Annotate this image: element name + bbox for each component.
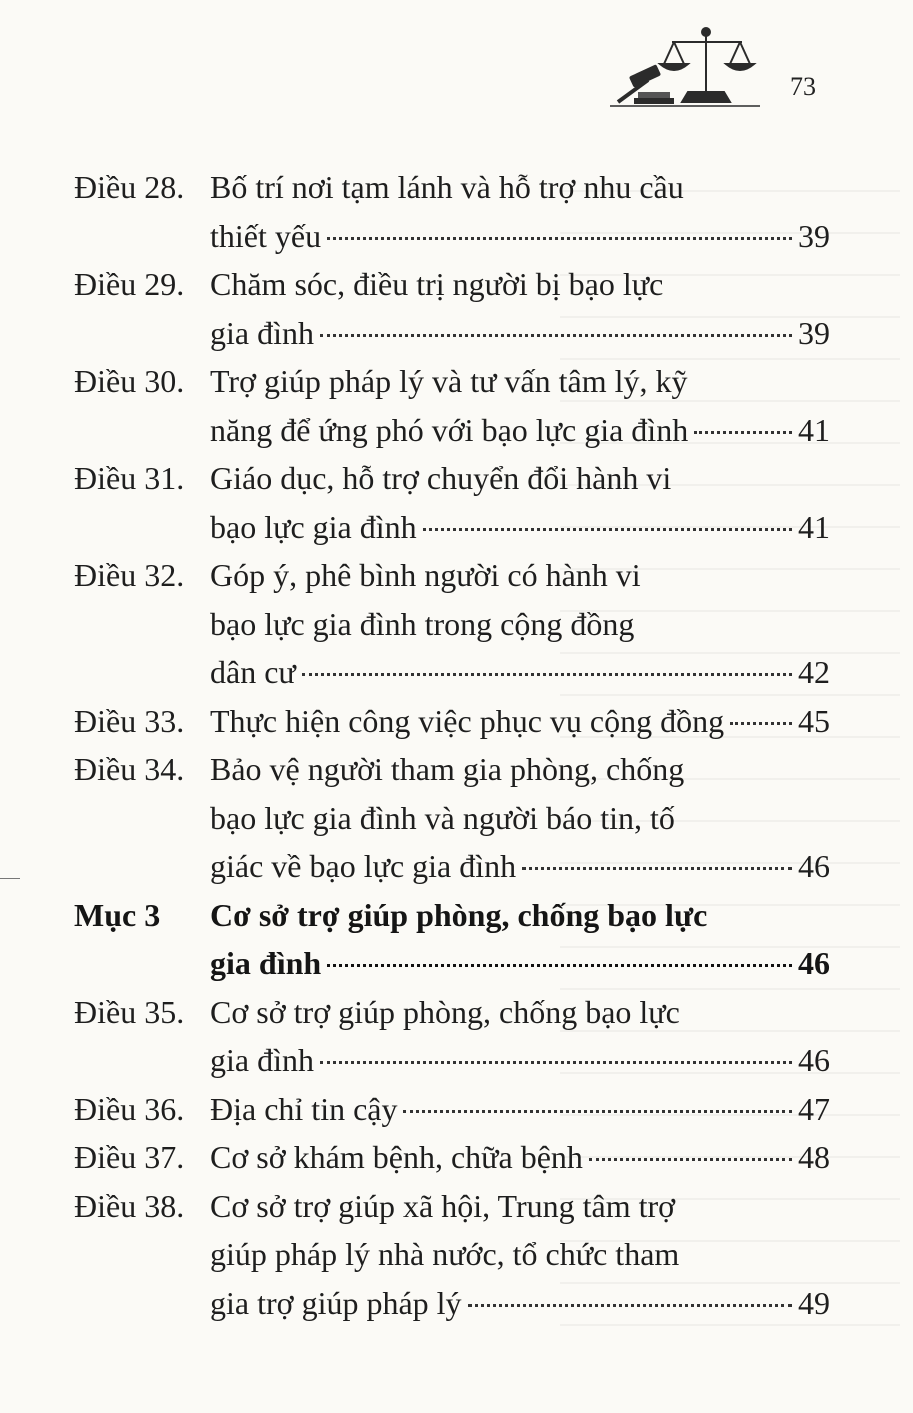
toc-entry-title-line: giác về bạo lực gia đình (210, 848, 517, 884)
toc-entry-title-line: Trợ giúp pháp lý và tư vấn tâm lý, kỹ (210, 363, 688, 399)
toc-entry-number: Mục 3 (74, 896, 161, 933)
toc-entry-leader-line (210, 212, 830, 261)
toc-entry-number: Điều 34. (74, 751, 185, 787)
toc-entry-leader-line (210, 503, 830, 552)
dot-leader (522, 867, 792, 870)
toc-page-number: 47 (798, 1090, 830, 1127)
dot-leader (302, 673, 792, 676)
dot-leader (468, 1304, 792, 1307)
toc-page-number: 42 (798, 654, 830, 690)
toc-entry-title-line: Thực hiện công việc phục vụ cộng đồng (210, 702, 725, 739)
toc-entry-number: Điều 30. (74, 363, 185, 399)
toc-entry-leader-line (210, 406, 830, 455)
dot-leader (320, 334, 792, 337)
dot-leader (423, 528, 792, 531)
toc-entry-leader-line (210, 309, 830, 358)
toc-entry-title-line: gia đình (210, 314, 314, 351)
toc-entry-body (210, 454, 830, 551)
toc-entry-leader-line (210, 648, 830, 697)
toc-entry-number: Điều 29. (74, 266, 185, 302)
toc-entry (74, 551, 830, 697)
toc-entry-title-line: năng để ứng phó với bạo lực gia đình (210, 411, 689, 448)
toc-entry-title-line: Địa chỉ tin cậy (210, 1090, 398, 1127)
toc-entry (74, 454, 830, 551)
toc-entry-leader-line (210, 1279, 830, 1328)
toc-entry-number: Điều 28. (74, 169, 185, 205)
toc-entry-title-line: bạo lực gia đình trong cộng đồng (210, 605, 635, 642)
toc-page-number: 46 (798, 848, 830, 884)
toc-page-number: 41 (798, 508, 830, 545)
toc-entry (74, 260, 830, 357)
scan-mark (0, 878, 20, 879)
toc-entry-title-line: Cơ sở khám bệnh, chữa bệnh (210, 1139, 583, 1175)
toc-entry-body (210, 697, 830, 746)
toc-page-number: 49 (798, 1284, 830, 1321)
toc-entry-body (210, 357, 830, 454)
toc-entry-title-line: bạo lực gia đình (210, 508, 417, 545)
toc-entry-body (210, 1085, 830, 1134)
toc-entry (74, 1182, 830, 1328)
toc-entry-title-line: bạo lực gia đình và người báo tin, tố (210, 799, 675, 836)
dot-leader (327, 964, 792, 967)
toc-entry-number: Điều 36. (74, 1090, 185, 1127)
toc-entry-body (210, 1182, 830, 1328)
toc-entry-title-line: gia đình (210, 1042, 314, 1078)
toc-entry-number: Điều 31. (74, 460, 185, 496)
dot-leader (403, 1110, 792, 1113)
toc-entry-title-line: gia đình (210, 945, 322, 981)
toc-entry (74, 1133, 830, 1182)
toc-entry-leader-line (210, 842, 830, 891)
scales-of-justice-and-gavel-icon (610, 22, 770, 112)
page-header (0, 0, 913, 130)
toc-entry-title-line: Cơ sở trợ giúp xã hội, Trung tâm trợ (210, 1187, 676, 1224)
toc-entry-body (210, 988, 830, 1085)
dot-leader (694, 431, 792, 434)
toc-entry-body (210, 551, 830, 697)
toc-section-heading (74, 891, 830, 988)
toc-entry-leader-line (210, 1036, 830, 1085)
toc-entry-number: Điều 32. (74, 557, 185, 593)
toc-entry-title-line: thiết yếu (210, 217, 322, 254)
toc-entry-number: Điều 38. (74, 1187, 185, 1224)
toc-entry (74, 357, 830, 454)
toc-entry-title-line: Chăm sóc, điều trị người bị bạo lực (210, 266, 664, 302)
toc-entry (74, 163, 830, 260)
toc-entry-title-line: dân cư (210, 654, 296, 690)
toc-entry-number: Điều 37. (74, 1139, 185, 1175)
toc-page-number: 46 (798, 945, 830, 981)
toc-entry-title-line: Góp ý, phê bình người có hành vi (210, 557, 641, 593)
toc-entry-number: Điều 33. (74, 702, 185, 739)
dot-leader (730, 722, 792, 725)
toc-entry-number: Điều 35. (74, 993, 185, 1030)
toc-entry-title-line: Giáo dục, hỗ trợ chuyển đổi hành vi (210, 460, 672, 496)
toc-entry-leader-line (210, 1085, 830, 1134)
toc-entry-leader-line (210, 939, 830, 988)
toc-page-number: 48 (798, 1139, 830, 1175)
toc-entry (74, 988, 830, 1085)
dot-leader (320, 1061, 792, 1064)
toc-entry-title-line: Bảo vệ người tham gia phòng, chống (210, 751, 685, 787)
toc-entry-body (210, 260, 830, 357)
toc-entry-leader-line (210, 697, 830, 746)
toc-entry-body (210, 1133, 830, 1182)
toc-entry-body (210, 163, 830, 260)
toc-entry-body (210, 891, 830, 988)
toc-page-number: 46 (798, 1042, 830, 1078)
toc-entry-title-line: giúp pháp lý nhà nước, tổ chức tham (210, 1236, 680, 1272)
dot-leader (589, 1158, 792, 1161)
toc-entry (74, 745, 830, 891)
toc-page-number: 45 (798, 702, 830, 739)
toc-page-number: 39 (798, 217, 830, 254)
table-of-contents (74, 163, 830, 1327)
toc-entry (74, 1085, 830, 1134)
toc-entry-title-line: gia trợ giúp pháp lý (210, 1284, 462, 1321)
toc-entry-leader-line (210, 1133, 830, 1182)
toc-entry-title-line: Bố trí nơi tạm lánh và hỗ trợ nhu cầu (210, 169, 684, 205)
toc-page-number: 39 (798, 314, 830, 351)
toc-entry (74, 697, 830, 746)
dot-leader (327, 237, 792, 240)
toc-page-number: 41 (798, 411, 830, 448)
toc-entry-title-line: Cơ sở trợ giúp phòng, chống bạo lực (210, 993, 680, 1030)
toc-entry-body (210, 745, 830, 891)
page-number: 73 (790, 72, 816, 101)
toc-entry-title-line: Cơ sở trợ giúp phòng, chống bạo lực (210, 896, 708, 933)
